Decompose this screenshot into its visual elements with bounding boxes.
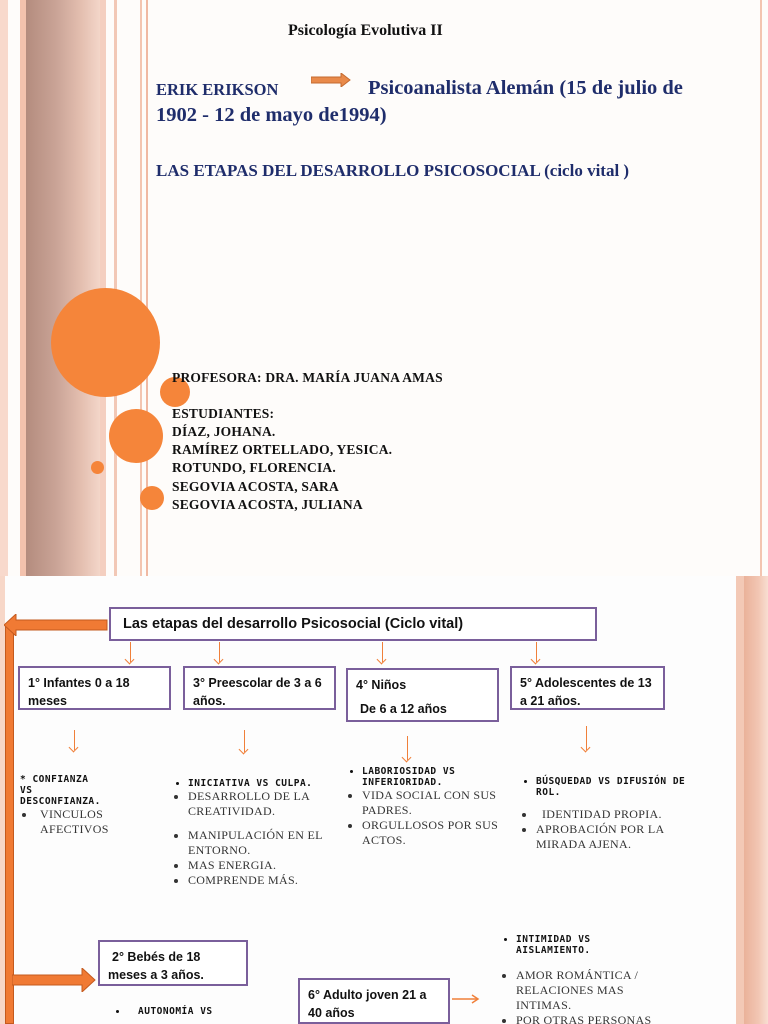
list-item: • POR OTRAS PERSONAS xyxy=(516,1013,670,1024)
list-item: • VINCULOS AFECTIVOS xyxy=(36,807,150,837)
arrow-down-icon xyxy=(74,730,75,750)
stage-5-list xyxy=(520,776,710,852)
list-item: • DESARROLLO DE LA CREATIVIDAD. xyxy=(188,789,342,819)
list-item: • IDENTIDAD PROPIA. xyxy=(536,807,710,822)
list-item: • ORGULLOSOS POR SUS ACTOS. xyxy=(362,818,516,848)
stage-6-heading: • INTIMIDAD VS AISLAMIENTO. xyxy=(516,934,670,956)
stage-4-box xyxy=(346,668,499,722)
decor-stripe xyxy=(736,576,744,1024)
decor-circle-small-2 xyxy=(140,486,164,510)
stage-3-content xyxy=(172,778,342,888)
arrow-left-icon xyxy=(4,614,108,636)
stage-1-vs: VS xyxy=(20,785,33,796)
stage-5-label: 5° Adolescentes de 13 a 21 años. xyxy=(520,676,652,708)
bio-line-1: Psicoanalista Alemán (15 de julio de xyxy=(368,77,683,99)
stage-4-list xyxy=(346,766,516,848)
student-name: SEGOVIA ACOSTA, JULIANA xyxy=(172,497,363,512)
stage-6-box xyxy=(298,978,450,1024)
arrow-down-icon xyxy=(536,642,537,662)
arrow-down-icon xyxy=(382,642,383,662)
decor-stripe xyxy=(26,0,100,576)
stage-4-label-1: 4° Niños xyxy=(356,678,407,692)
decor-stripe xyxy=(744,576,768,1024)
list-item: • MAS ENERGIA. xyxy=(188,858,342,873)
arrow-right-icon xyxy=(12,968,96,992)
stage-1-label: 1° Infantes 0 a 18 meses xyxy=(28,676,130,708)
list-item: • MANIPULACIÓN EN EL ENTORNO. xyxy=(188,828,342,858)
diagram-title-text: Las etapas del desarrollo Psicosocial (Ciclo vital) xyxy=(123,616,464,632)
stage-2-content xyxy=(112,1006,272,1017)
diagram-title xyxy=(109,607,597,641)
stage-1-list xyxy=(20,807,150,837)
arrow-right-icon xyxy=(311,73,351,87)
stage-3-box xyxy=(183,666,336,710)
topic-suffix: (ciclo vital ) xyxy=(544,161,630,180)
stage-5-box xyxy=(510,666,665,710)
stage-2-heading: • AUTONOMÍA VS xyxy=(128,1006,272,1017)
stage-4-label-2: De 6 a 12 años xyxy=(360,702,447,716)
arrow-down-icon xyxy=(130,642,131,662)
topic-text: LAS ETAPAS DEL DESARROLLO PSICOSOCIAL xyxy=(156,161,540,180)
connector-vertical xyxy=(5,626,14,1024)
arrow-down-icon xyxy=(244,730,245,752)
list-item: • COMPRENDE MÁS. xyxy=(188,873,342,888)
stage-1-heading-2: DESCONFIANZA. xyxy=(20,796,101,807)
stage-1-content xyxy=(20,774,150,837)
professor-line: PROFESORA: DRA. MARÍA JUANA AMAS xyxy=(172,370,443,385)
stage-2-list xyxy=(112,1006,272,1017)
stages-slide xyxy=(0,576,768,1024)
student-name: DÍAZ, JOHANA. xyxy=(172,424,276,439)
stage-2-box xyxy=(98,940,248,986)
stage-4-heading: • LABORIOSIDAD VS INFERIORIDAD. xyxy=(362,766,516,788)
stage-5-content xyxy=(520,776,710,852)
stage-3-heading: • INICIATIVA VS CULPA. xyxy=(188,778,342,789)
course-title: Psicología Evolutiva II xyxy=(288,22,443,39)
stage-5-heading: • BÚSQUEDAD VS DIFUSIÓN DE ROL. xyxy=(536,776,710,798)
stage-6-content xyxy=(500,934,670,1024)
students-label: ESTUDIANTES: xyxy=(172,406,275,421)
stage-6-list xyxy=(500,934,670,1024)
stage-4-content xyxy=(346,766,516,848)
erikson-name: ERIK ERIKSON xyxy=(156,80,279,99)
arrow-down-icon xyxy=(586,726,587,750)
decor-circle-large xyxy=(51,288,160,397)
arrow-down-icon xyxy=(219,642,220,662)
list-item: • APROBACIÓN POR LA MIRADA AJENA. xyxy=(536,822,710,852)
arrow-down-icon xyxy=(407,736,408,760)
stage-6-label: 6° Adulto joven 21 a 40 años xyxy=(308,988,427,1020)
bio-line-2: 1902 - 12 de mayo de1994) xyxy=(156,104,387,126)
topic-heading xyxy=(156,161,629,181)
stage-2-label: 2° Bebés de 18 meses a 3 años. xyxy=(108,950,204,982)
stage-1-heading: * CONFIANZA xyxy=(20,774,89,785)
stage-3-label: 3° Preescolar de 3 a 6 años. xyxy=(193,676,322,708)
decor-circle-medium xyxy=(109,409,163,463)
student-name: ROTUNDO, FLORENCIA. xyxy=(172,460,336,475)
list-item: • VIDA SOCIAL CON SUS PADRES. xyxy=(362,788,516,818)
stage-3-list xyxy=(172,778,342,888)
arrow-right-icon xyxy=(452,994,480,1004)
decor-circle-tiny xyxy=(91,461,104,474)
decor-stripe xyxy=(0,0,8,576)
stage-1-box xyxy=(18,666,171,710)
decor-stripe xyxy=(760,0,762,576)
list-item: • AMOR ROMÁNTICA / RELACIONES MAS INTIMAS. xyxy=(516,968,670,1013)
student-name: SEGOVIA ACOSTA, SARA xyxy=(172,479,339,494)
student-name: RAMÍREZ ORTELLADO, YESICA. xyxy=(172,442,393,457)
